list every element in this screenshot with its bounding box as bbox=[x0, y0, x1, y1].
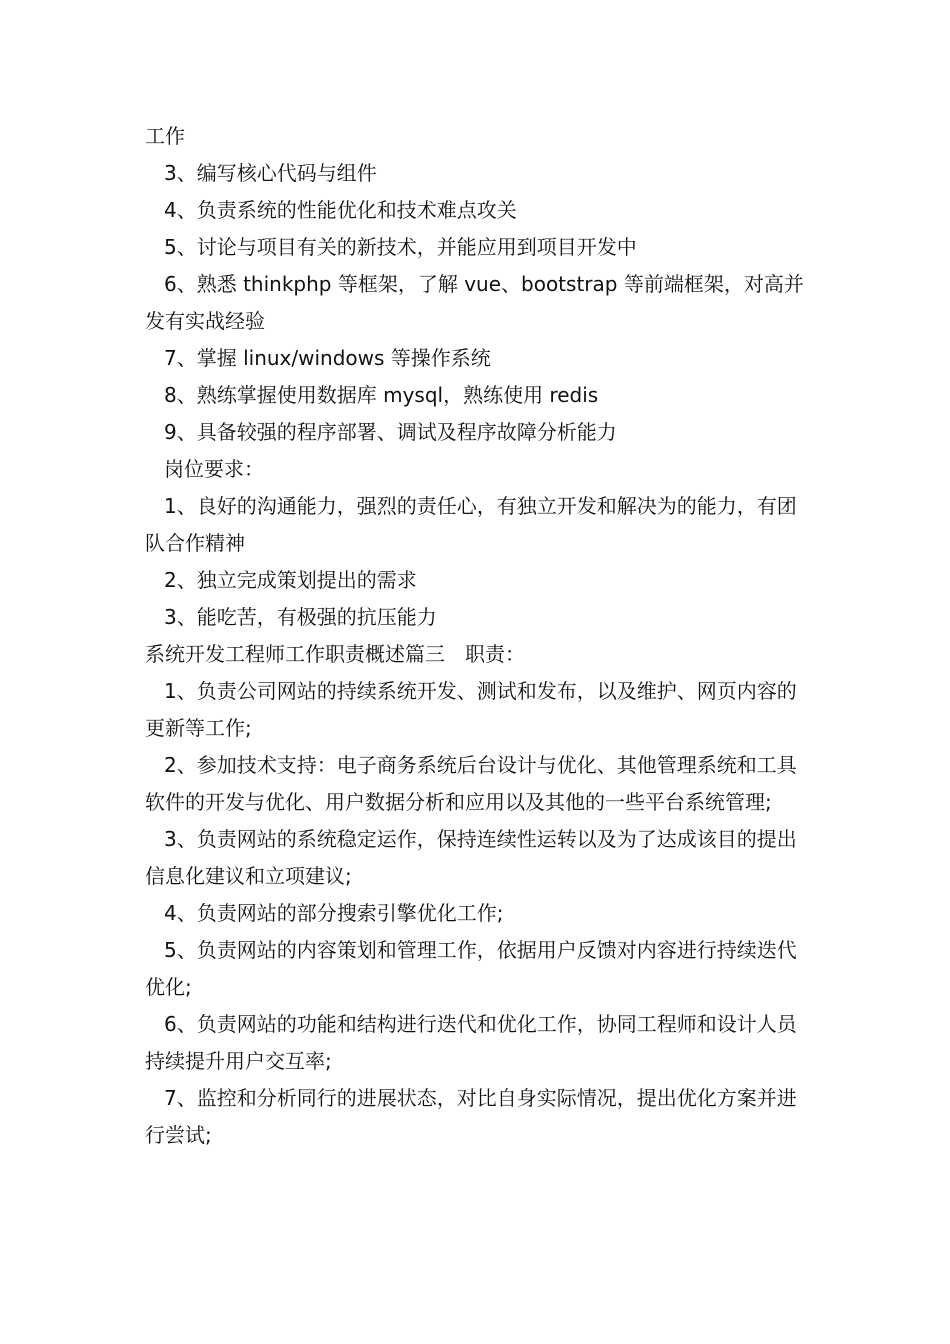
paragraph-duty-9: 9、具备较强的程序部署、调试及程序故障分析能力 bbox=[164, 420, 617, 444]
paragraph-continuation: 工作 bbox=[145, 124, 185, 148]
paragraph-requirement-2: 2、独立完成策划提出的需求 bbox=[164, 568, 417, 592]
section-heading-requirements: 岗位要求： bbox=[164, 457, 264, 481]
paragraph-responsibility-7: 7、监控和分析同行的进展状态，对比自身实际情况，提出优化方案并进行尝试; bbox=[145, 1086, 797, 1147]
paragraph-duty-4: 4、负责系统的性能优化和技术难点攻关 bbox=[164, 198, 517, 222]
paragraph-requirement-1: 1、良好的沟通能力，强烈的责任心，有独立开发和解决为的能力，有团队合作精神 bbox=[145, 494, 797, 555]
section-heading-part-three: 系统开发工程师工作职责概述篇三 职责： bbox=[145, 642, 525, 666]
document-body bbox=[145, 118, 815, 1154]
paragraph-responsibility-4: 4、负责网站的部分搜索引擎优化工作; bbox=[164, 901, 504, 925]
paragraph-responsibility-5: 5、负责网站的内容策划和管理工作，依据用户反馈对内容进行持续迭代优化; bbox=[145, 938, 797, 999]
paragraph-responsibility-6: 6、负责网站的功能和结构进行迭代和优化工作，协同工程师和设计人员持续提升用户交互率; bbox=[145, 1012, 797, 1073]
paragraph-duty-5: 5、讨论与项目有关的新技术，并能应用到项目开发中 bbox=[164, 235, 637, 259]
paragraph-duty-6: 6、熟悉 thinkphp 等框架，了解 vue、bootstrap 等前端框架，对高并发有实战经验 bbox=[145, 272, 804, 333]
paragraph-duty-8: 8、熟练掌握使用数据库 mysql，熟练使用 redis bbox=[164, 383, 599, 407]
paragraph-requirement-3: 3、能吃苦，有极强的抗压能力 bbox=[164, 605, 437, 629]
paragraph-responsibility-2: 2、参加技术支持：电子商务系统后台设计与优化、其他管理系统和工具软件的开发与优化、用户数据分析和应用以及其他的一些平台系统管理; bbox=[145, 753, 797, 814]
paragraph-duty-7: 7、掌握 linux/windows 等操作系统 bbox=[164, 346, 491, 370]
paragraph-responsibility-3: 3、负责网站的系统稳定运作，保持连续性运转以及为了达成该目的提出信息化建议和立项建议; bbox=[145, 827, 797, 888]
paragraph-duty-3: 3、编写核心代码与组件 bbox=[164, 161, 377, 185]
paragraph-responsibility-1: 1、负责公司网站的持续系统开发、测试和发布，以及维护、网页内容的更新等工作; bbox=[145, 679, 797, 740]
